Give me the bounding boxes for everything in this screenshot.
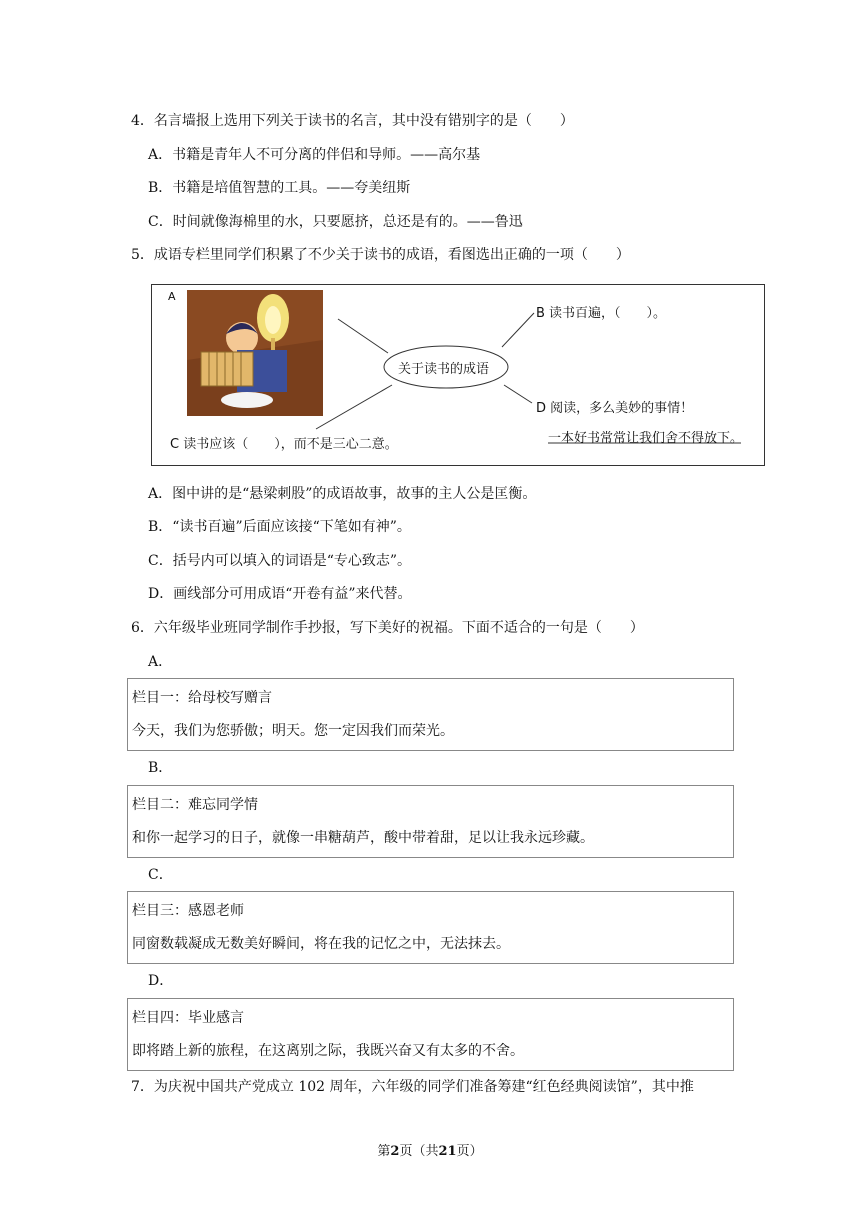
choice-a-text: 今天，我们为您骄傲；明天。您一定因我们而荣光。: [132, 723, 454, 739]
question-4-option-c: C．时间就像海棉里的水，只要愿挤，总还是有的。——鲁迅: [148, 214, 523, 230]
figure-center-bubble: 关于读书的成语: [398, 362, 490, 377]
page-footer: [0, 1140, 860, 1159]
choice-c-text: 同窗数载凝成无数美好瞬间，将在我的记忆之中，无法抹去。: [132, 936, 510, 952]
choice-b-title: 栏目二：难忘同学情: [132, 797, 258, 813]
footer-total-pages: 21: [438, 1144, 457, 1159]
figure-label-c: C 读书应该（ ），而不是三心二意。: [170, 437, 398, 452]
question-4-option-a: A．书籍是青年人不可分离的伴侣和导师。——高尔基: [148, 147, 481, 163]
figure-label-d: D 阅读，多么美妙的事情！: [536, 401, 694, 416]
footer-suffix: 页）: [456, 1144, 483, 1159]
footer-page-number: 2: [390, 1144, 400, 1159]
question-6-choice-a-letter: A．: [148, 654, 173, 670]
question-6-choice-a-box: [127, 678, 734, 751]
question-6-stem: 6．六年级毕业班同学制作手抄报，写下美好的祝福。下面不适合的一句是（ ）: [131, 620, 644, 636]
choice-d-title: 栏目四：毕业感言: [132, 1010, 244, 1026]
choice-a-title: 栏目一：给母校写赠言: [132, 690, 272, 706]
reading-boy-illustration: [187, 290, 323, 416]
question-6-choice-c-box: [127, 891, 734, 964]
choice-b-text: 和你一起学习的日子，就像一串糖葫芦，酸中带着甜，足以让我永远珍藏。: [132, 830, 594, 846]
question-5-option-d: D．画线部分可用成语“开卷有益”来代替。: [148, 586, 412, 602]
question-5-option-c: C．括号内可以填入的词语是“专心致志”。: [148, 553, 412, 569]
question-6-choice-d-letter: D．: [148, 973, 174, 989]
choice-d-text: 即将踏上新的旅程，在这离别之际，我既兴奋又有太多的不舍。: [132, 1043, 524, 1059]
question-6-choice-b-box: [127, 785, 734, 858]
question-6-choice-c-letter: C．: [148, 867, 173, 883]
figure-label-b: B 读书百遍，（ ）。: [536, 306, 667, 321]
question-6-choice-b-letter: B．: [148, 760, 173, 776]
footer-middle: 页（共: [399, 1144, 439, 1159]
question-5-option-a: A．图中讲的是“悬梁刺股”的成语故事，故事的主人公是匡衡。: [148, 486, 537, 502]
footer-prefix: 第: [377, 1144, 391, 1159]
question-7-stem: 7．为庆祝中国共产党成立 102 周年，六年级的同学们准备筹建“红色经典阅读馆”，其中推: [131, 1079, 694, 1095]
question-6-choice-d-box: [127, 998, 734, 1071]
question-4-stem: 4．名言墙报上选用下列关于读书的名言，其中没有错别字的是（ ）: [131, 113, 574, 129]
choice-c-title: 栏目三：感恩老师: [132, 903, 244, 919]
figure-underlined-sentence: 一本好书常常让我们舍不得放下。: [548, 431, 744, 446]
question-5-option-b: B．“读书百遍”后面应该接“下笔如有神”。: [148, 519, 411, 535]
idiom-mindmap-figure: [151, 284, 765, 466]
question-5-stem: 5．成语专栏里同学们积累了不少关于读书的成语，看图选出正确的一项（ ）: [131, 247, 630, 263]
question-4-option-b: B．书籍是培值智慧的工具。——夸美纽斯: [148, 180, 411, 196]
figure-label-a: A: [168, 290, 176, 303]
